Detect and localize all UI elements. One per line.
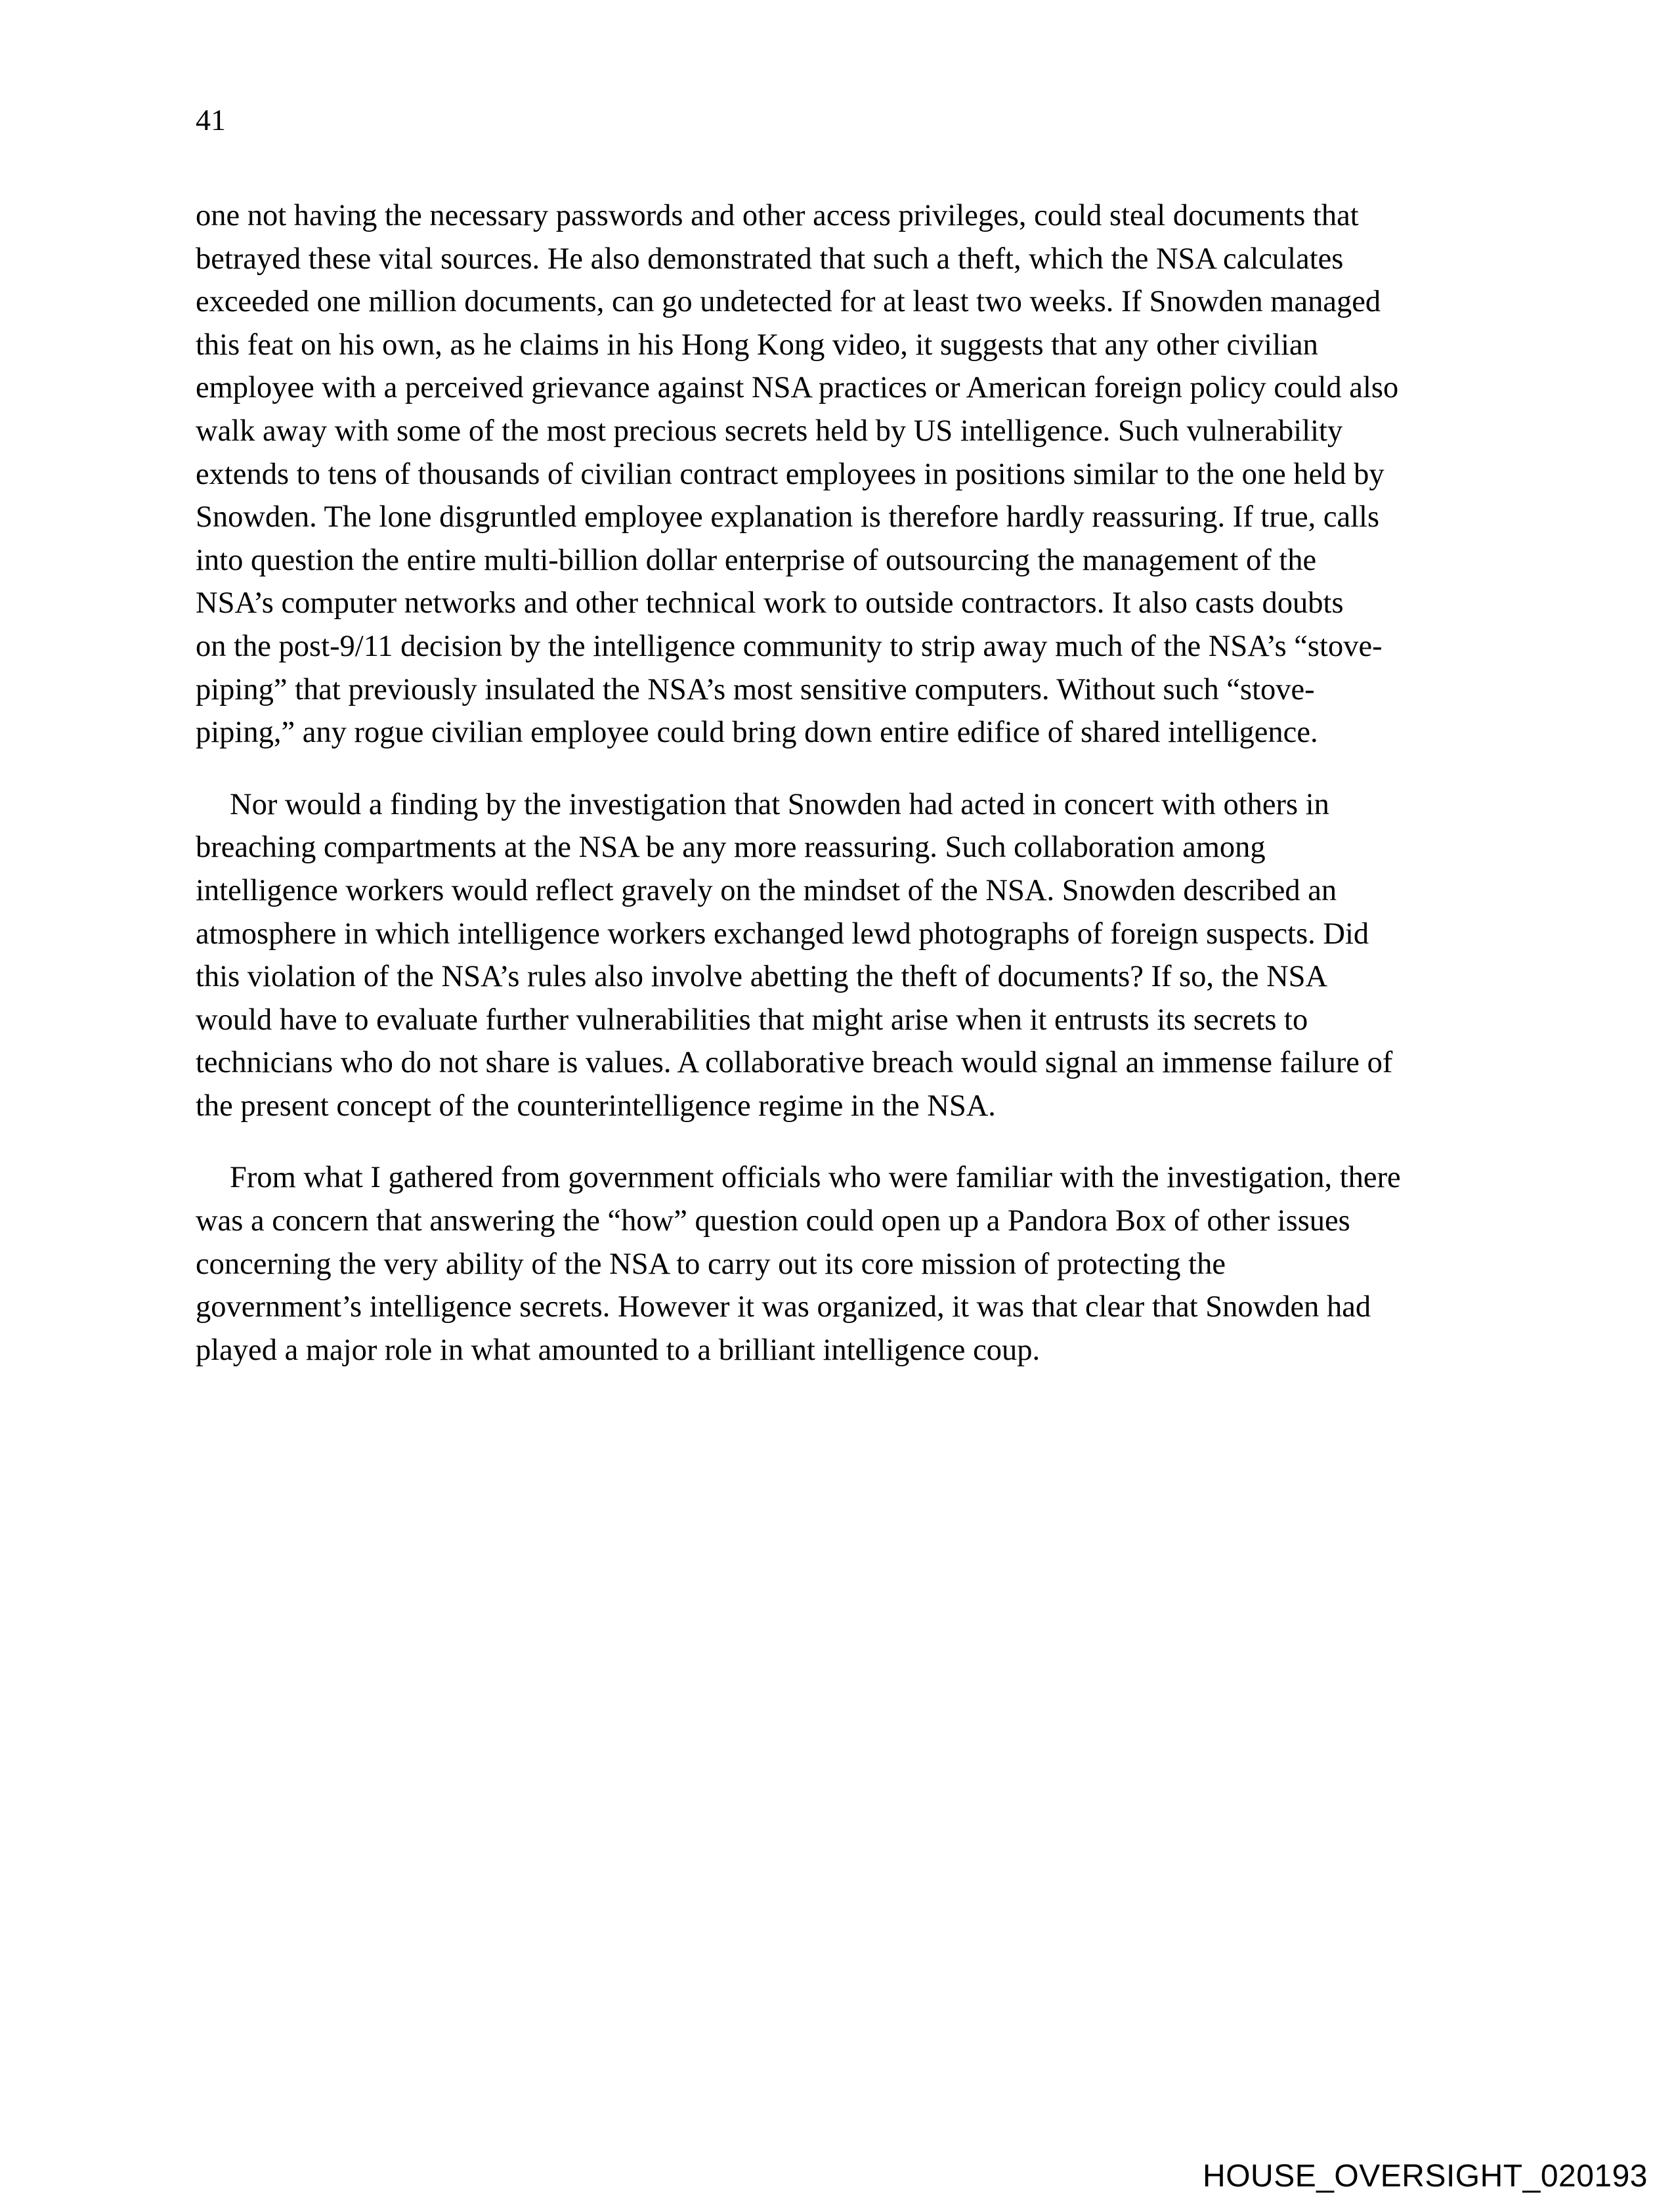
text-line: Snowden. The lone disgruntled employee explanation is therefore hardly reassuring. If true, calls xyxy=(196,500,1380,534)
text-line: NSA’s computer networks and other technical work to outside contractors. It also casts doubts xyxy=(196,586,1344,620)
text-line: this feat on his own, as he claims in his Hong Kong video, it suggests that any other civilian xyxy=(196,328,1318,362)
text-line: into question the entire multi-billion dollar enterprise of outsourcing the management of the xyxy=(196,543,1317,577)
paragraph-gap xyxy=(196,1127,1499,1156)
text-line: extends to tens of thousands of civilian contract employees in positions similar to the one held by xyxy=(196,457,1384,491)
paragraph xyxy=(196,194,1499,754)
text-line: breaching compartments at the NSA be any more reassuring. Such collaboration among xyxy=(196,831,1266,865)
text-line: on the post-9/11 decision by the intelligence community to strip away much of the NSA’s “stove- xyxy=(196,629,1383,663)
page-number: 41 xyxy=(196,103,226,137)
text-line: From what I gathered from government officials who were familiar with the investigation, there xyxy=(230,1161,1401,1195)
text-line: betrayed these vital sources. He also demonstrated that such a theft, which the NSA calculates xyxy=(196,242,1344,276)
text-line: one not having the necessary passwords and other access privileges, could steal documents that xyxy=(196,199,1359,232)
paragraph-gap xyxy=(196,754,1499,783)
text-line: atmosphere in which intelligence workers exchanged lewd photographs of foreign suspects. Did xyxy=(196,917,1369,951)
text-line: was a concern that answering the “how” question could open up a Pandora Box of other issues xyxy=(196,1204,1350,1238)
text-line: government’s intelligence secrets. However it was organized, it was that clear that Snowden had xyxy=(196,1290,1371,1324)
text-line: this violation of the NSA’s rules also involve abetting the theft of documents? If so, the NSA xyxy=(196,960,1328,994)
text-line: the present concept of the counterintelligence regime in the NSA. xyxy=(196,1089,996,1123)
paragraph xyxy=(196,783,1499,1128)
paragraph xyxy=(196,1156,1499,1372)
text-line: played a major role in what amounted to a brilliant intelligence coup. xyxy=(196,1333,1041,1367)
text-line: concerning the very ability of the NSA to carry out its core mission of protecting the xyxy=(196,1247,1226,1281)
text-line: piping” that previously insulated the NSA’s most sensitive computers. Without such “stove- xyxy=(196,672,1315,706)
text-line: would have to evaluate further vulnerabilities that might arise when it entrusts its secrets to xyxy=(196,1003,1308,1037)
text-line: Nor would a finding by the investigation that Snowden had acted in concert with others in xyxy=(230,787,1329,821)
document-id-stamp: HOUSE_OVERSIGHT_020193 xyxy=(1203,2159,1648,2194)
text-line: walk away with some of the most precious secrets held by US intelligence. Such vulnerability xyxy=(196,414,1343,448)
text-line: employee with a perceived grievance against NSA practices or American foreign policy could also xyxy=(196,371,1399,405)
body-text xyxy=(196,194,1499,1372)
text-line: piping,” any rogue civilian employee could bring down entire edifice of shared intelligence. xyxy=(196,716,1318,750)
text-line: technicians who do not share is values. A collaborative breach would signal an immense failure of xyxy=(196,1046,1393,1080)
text-line: intelligence workers would reflect gravely on the mindset of the NSA. Snowden described an xyxy=(196,873,1337,907)
text-line: exceeded one million documents, can go undetected for at least two weeks. If Snowden managed xyxy=(196,285,1381,319)
